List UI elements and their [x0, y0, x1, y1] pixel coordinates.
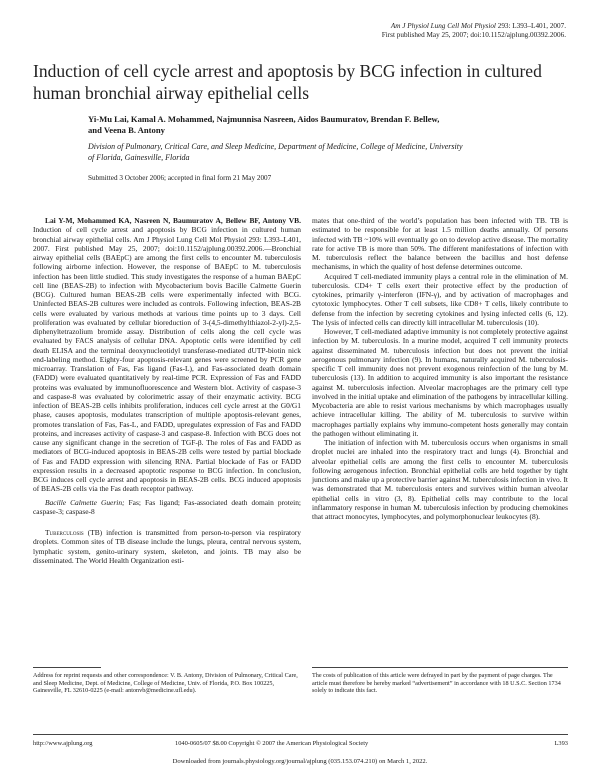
- body-paragraph: mates that one-third of the world’s population has been infected with TB. TB is estimated to be responsible for at least 1.5 million deaths annually. Of persons infected with TB ~10% will eventually go on to develop active disease. The mortality rate for active TB is more than 50%. The different manifestations of infection with M. tuberculosis reflect the balance between the bacillus and host defense mechanisms, in which the quality of host defense determines outcome.: [312, 216, 568, 272]
- journal-header: [382, 22, 566, 40]
- footer-divider: [33, 734, 568, 735]
- affiliation: [88, 141, 568, 163]
- submission-dates: Submitted 3 October 2006; accepted in final form 21 May 2007: [88, 174, 272, 182]
- journal-citation: 293: L393–L401, 2007.: [497, 22, 566, 30]
- author-list: [88, 114, 568, 136]
- author-line: and Veena B. Antony: [88, 125, 165, 135]
- first-published: First published May 25, 2007; doi:10.1152/ajplung.00392.2006.: [381, 31, 566, 39]
- download-note: Downloaded from journals.physiology.org/journal/ajplung (035.153.074.210) on March 1, 2022.: [172, 758, 428, 765]
- publication-cost-footnote: The costs of publication of this article were defrayed in part by the payment of page charges. The article must therefore be hereby marked “advertisement” in accordance with 18 U.S.C. Section 1734 solely to indicate this fact.: [312, 672, 561, 695]
- abstract-text: Induction of cell cycle arrest and apoptosis by BCG infection in cultured human bronchial airway epithelial cells. Am J Physiol Lung Cell Mol Physiol 293: L393–L401, 2007. First published May 25, 2007; doi:10.1152/ajplung.00392.2006.—Bronchial airway epithelial cells (BAEpC) are among the first cells to encounter M. tuberculosis following airborne infection. However, the response of BAEpC to M. tuberculosis infection has been little studied. This study investigates the response of a human BAEpC cell line (BEAS-2B) to infection with Mycobacterium bovis Bacille Calmette Guerin (BCG). Cultured human BEAS-2B cells were experimentally infected with BCG. Uninfected BEAS-2B cultures were included as controls. Following infection, BEAS-2B cells were evaluated by various methods at various time points up to 3 days. Cell proliferation was evaluated by cellular bioreduction of 3-(4,5-dimethylthiazol-2-yl)-2,5-diphenyltetrazolium bromide assay. Distribution of cells along the cell cycle was evaluated by FACS analysis of cellular DNA. Apoptotic cells were identified by cell death ELISA and the terminal deoxynucleotidyl transferase-mediated dUTP-biotin nick end-labeling method. Eighty-four apoptosis-relevant genes were screened by PCR gene microarray. Translation of Fas, Fas ligand (Fas-L), and Fas-associated death domain (FADD) were evaluated quantitatively by real-time PCR. Expression of Fas and FADD proteins was evaluated by immunofluorescence and Western blot. Activity of caspase-3 and caspase-8 was evaluated by colorimetric assay of their enzymatic activity. BCG infection of BEAS-2B cells inhibits proliferation, induces cell cycle arrest at the G0/G1 phase, causes apoptosis, modulates transcription of multiple apoptosis-relevant genes, promotes translation of Fas, Fas-L, and FADD, upregulates expression of Fas and FADD proteins, and increases activity of caspase-3 and caspase-8. Infection with BCG does not cause any significant change in the secretion of TGF-β. The roles of Fas and FADD as mediators of BCG-induced apoptosis in BEAS-2B cells were tested by partial blockade of Fas and FADD expression with silencing RNA. Partial blockade of Fas or FADD expression results in a decreased apoptotic response to BCG infection. In conclusion, BCG induces cell cycle arrest and apoptosis in BEAS-2B cells. BCG induced apoptosis of BEAS-2B cells via the Fas death receptor pathway.: [33, 225, 301, 494]
- intro-lead: Tuberculosis: [45, 528, 84, 537]
- correspondence-footnote: Address for reprint requests and other correspondence: V. B. Antony, Division of Pulmonary, Critical Care, and Sleep Medicine, Dept. of Medicine, College of Medicine, Univ. of Florida, P.O. Box 100225, Gainesville, FL 32610-0225 (e-mail: antonvb@medicine.ufl.edu).: [33, 672, 298, 695]
- journal-url[interactable]: http://www.ajplung.org: [33, 740, 93, 747]
- intro-text: (TB) infection is transmitted from person-to-person via respiratory droplets. Common sites of TB disease include the lungs, pleura, central nervous system, lymphatic system, genito-urinary system, skeleton, and joints. TB may also be disseminated. The World Health Organization esti-: [33, 528, 301, 565]
- abstract: [33, 216, 301, 494]
- page-number: L393: [554, 740, 568, 747]
- intro-paragraph: [33, 528, 301, 565]
- body-paragraph: The initiation of infection with M. tuberculosis occurs when organisms in small droplet nuclei are inhaled into the respiratory tract and lungs (4). Bronchial and alveolar epithelial cells are among the first cells to encounter M. tuberculosis following aerogenous infection. Bronchial epithelial cells are held together by tight junctions and make up a protective barrier against M. tuberculosis infection in vivo. It was demonstrated that M. tuberculosis enters and survives within human alveolar epithelial cells in vitro (3, 8). Epithelial cells may contribute to the local inflammatory response in human M. tuberculosis infection by producing chemokines that attract monocytes, lymphocytes, and polymorphonuclear leukocytes (8).: [312, 438, 568, 521]
- left-column: [33, 216, 301, 565]
- author-line: Yi-Mu Lai, Kamal A. Mohammed, Najmunnisa Nasreen, Aidos Baumuratov, Brendan F. Bellew,: [88, 114, 440, 124]
- copyright-line: 1040-0605/07 $8.00 Copyright © 2007 the American Physiological Society: [175, 740, 369, 747]
- abstract-authors: Lai Y-M, Mohammed KA, Nasreen N, Baumuratov A, Bellew BF, Antony VB.: [45, 216, 301, 225]
- footnote-divider: [33, 667, 101, 668]
- body-paragraph: Acquired T cell-mediated immunity plays a central role in the elimination of M. tuberculosis. CD4+ T cells exert their protective effect by the production of cytokines, primarily γ-interferon (IFN-γ), and by activation of macrophages and cytotoxic lymphocytes. Other T cell subsets, like CD8+ T cells, likely contribute to defense from the infection by secreting cytokines and lysing infected cells (6, 12). The lysis of infected cells can directly kill intracellular M. tuberculosis (10).: [312, 271, 568, 327]
- keywords: [33, 498, 301, 517]
- footnote-divider: [312, 667, 568, 668]
- right-column: [312, 216, 568, 521]
- body-paragraph: However, T cell-mediated adaptive immunity is not completely protective against infection by M. tuberculosis. In a murine model, acquired T cell immunity protects against disseminated M. tuberculosis infection but does not prevent the initial aerogenous pulmonary infection (9). In humans, naturally acquired M. tuberculosis-specific T cell immunity does not prevent exogenous reinfection of the lung by M. tuberculosis (13). In addition to acquired immunity is also important the resistance against M. tuberculosis infection. Alveolar macrophages are the primary cell type involved in the initial uptake and elimination of the pathogens by intracellular killing. Mycobacteria are able to resist various mechanisms by which macrophages usually achieve intracellular killing. The ability of M. tuberculosis to survive within macrophages partially explains why immuno-competent hosts generally may contain the pathogen without eliminating it.: [312, 327, 568, 438]
- keyword-lead: Bacille Calmette Guerin;: [45, 497, 125, 507]
- affiliation-line: Division of Pulmonary, Critical Care, and Sleep Medicine, Department of Medicine, College of Medicine, University: [88, 142, 463, 151]
- keyword-list: Fas; Fas ligand; Fas-associated death domain protein; caspase-3; caspase-8: [33, 497, 301, 516]
- article-title: Induction of cell cycle arrest and apoptosis by BCG infection in cultured human bronchial airway epithelial cells: [33, 61, 542, 103]
- affiliation-line: of Florida, Gainesville, Florida: [88, 153, 190, 162]
- journal-name: Am J Physiol Lung Cell Mol Physiol: [390, 22, 496, 30]
